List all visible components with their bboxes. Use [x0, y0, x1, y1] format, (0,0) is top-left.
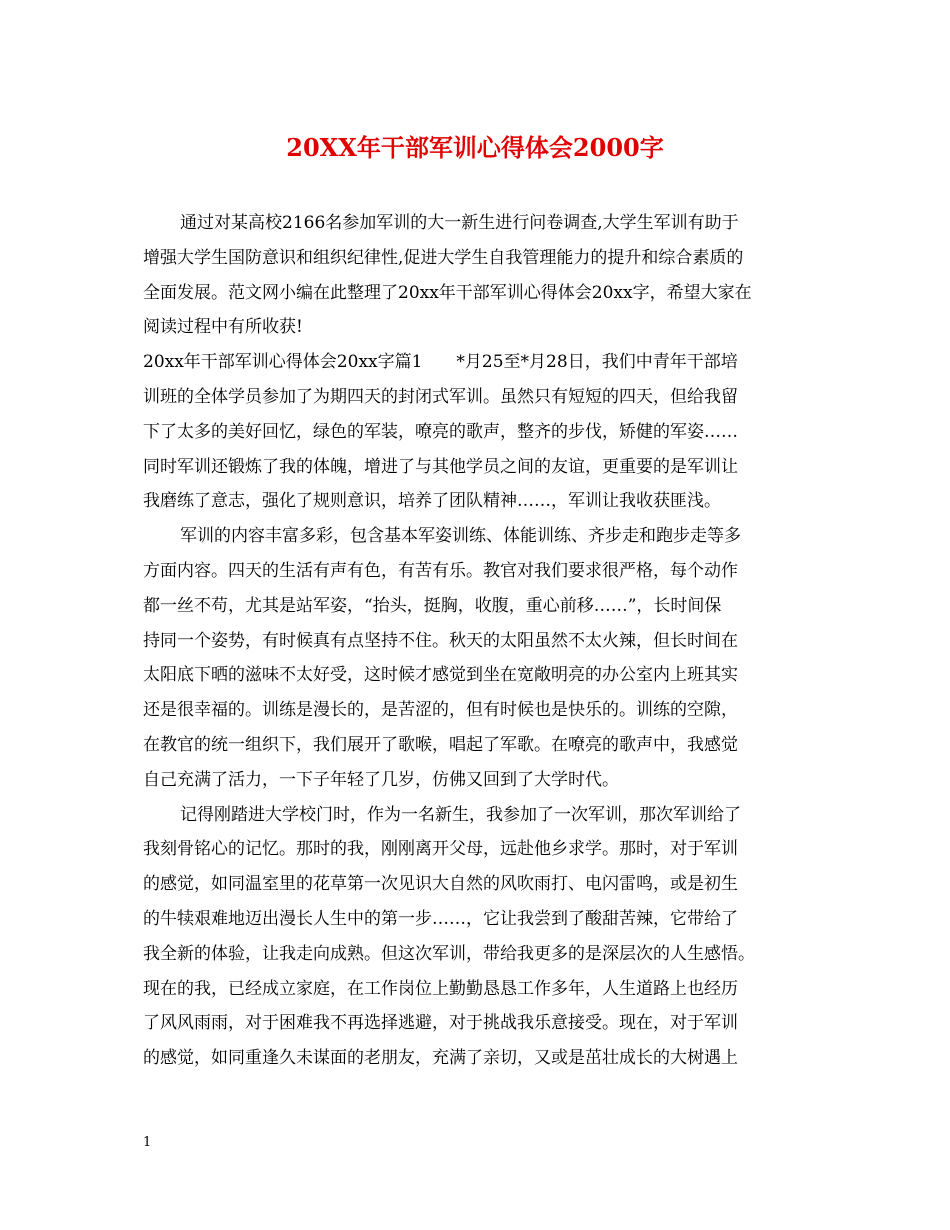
text-line: 的感觉，如同温室里的花草第一次见识大自然的风吹雨打、电闪雷鸣，或是初生: [143, 874, 738, 895]
text-line: 现在的我，已经成立家庭，在工作岗位上勤勤恳恳工作多年，人生道路上也经历: [143, 978, 738, 999]
text-line: 自己充满了活力，一下子年轻了几岁，仿佛又回到了大学时代。: [143, 769, 619, 790]
text-line: 持同一个姿势，有时候真有点坚持不住。秋天的太阳虽然不太火辣，但长时间在: [143, 630, 738, 651]
text-line: 了风风雨雨，对于困难我不再选择逃避，对于挑战我乐意接受。现在，对于军训: [143, 1013, 738, 1034]
text-line: 记得刚踏进大学校门时，作为一名新生，我参加了一次军训，那次军训给了: [180, 804, 741, 825]
text-line: 同时军训还锻炼了我的体魄，增进了与其他学员之间的友谊，更重要的是军训让: [143, 456, 738, 477]
text-line: 军训的内容丰富多彩，包含基本军姿训练、体能训练、齐步走和跑步走等多: [180, 526, 741, 547]
text-line: 还是很幸福的。训练是漫长的，是苦涩的，但有时候也是快乐的。训练的空隙，: [143, 700, 738, 721]
document-body: [143, 206, 813, 1076]
document-title: 20XX年干部军训心得体会2000字: [286, 133, 664, 162]
text-line: 20xx年干部军训心得体会20xx字篇1 *月25至*月28日，我们中青年干部培: [143, 352, 738, 373]
text-line: 的感觉，如同重逢久未谋面的老朋友，充满了亲切，又或是茁壮成长的大树遇上: [143, 1048, 738, 1069]
text-line: 通过对某高校2166名参加军训的大一新生进行问卷调查,大学生军训有助于: [180, 213, 739, 233]
text-line: 阅读过程中有所收获!: [143, 317, 303, 338]
text-line: 训班的全体学员参加了为期四天的封闭式军训。虽然只有短短的四天，但给我留: [143, 386, 738, 407]
text-line: 在教官的统一组织下，我们展开了歌喉，唱起了军歌。在嘹亮的歌声中，我感觉: [143, 734, 738, 755]
text-line: 太阳底下晒的滋味不太好受，这时候才感觉到坐在宽敞明亮的办公室内上班其实: [143, 665, 738, 686]
text-line: 我磨练了意志，强化了规则意识，培养了团队精神……，军训让我收获匪浅。: [143, 491, 721, 512]
text-line: 我刻骨铭心的记忆。那时的我，刚刚离开父母，远赴他乡求学。那时，对于军训: [143, 839, 738, 860]
text-line: 都一丝不苟，尤其是站军姿，“抬头，挺胸，收腹，重心前移……”，长时间保: [143, 595, 722, 616]
text-line: 增强大学生国防意识和组织纪律性,促进大学生自我管理能力的提升和综合素质的: [143, 247, 744, 268]
text-line: 方面内容。四天的生活有声有色，有苦有乐。教官对我们要求很严格，每个动作: [143, 560, 738, 581]
page-number: 1: [143, 1135, 152, 1150]
text-line: 全面发展。范文网小编在此整理了20xx年干部军训心得体会20xx字，希望大家在: [143, 282, 752, 303]
text-line: 我全新的体验，让我走向成熟。但这次军训，带给我更多的是深层次的人生感悟。: [143, 943, 755, 964]
text-line: 下了太多的美好回忆，绿色的军装，嘹亮的歌声，整齐的步伐，矫健的军姿……: [143, 421, 738, 442]
text-line: 的牛犊艰难地迈出漫长人生中的第一步……，它让我尝到了酸甜苦辣，它带给了: [143, 908, 738, 929]
